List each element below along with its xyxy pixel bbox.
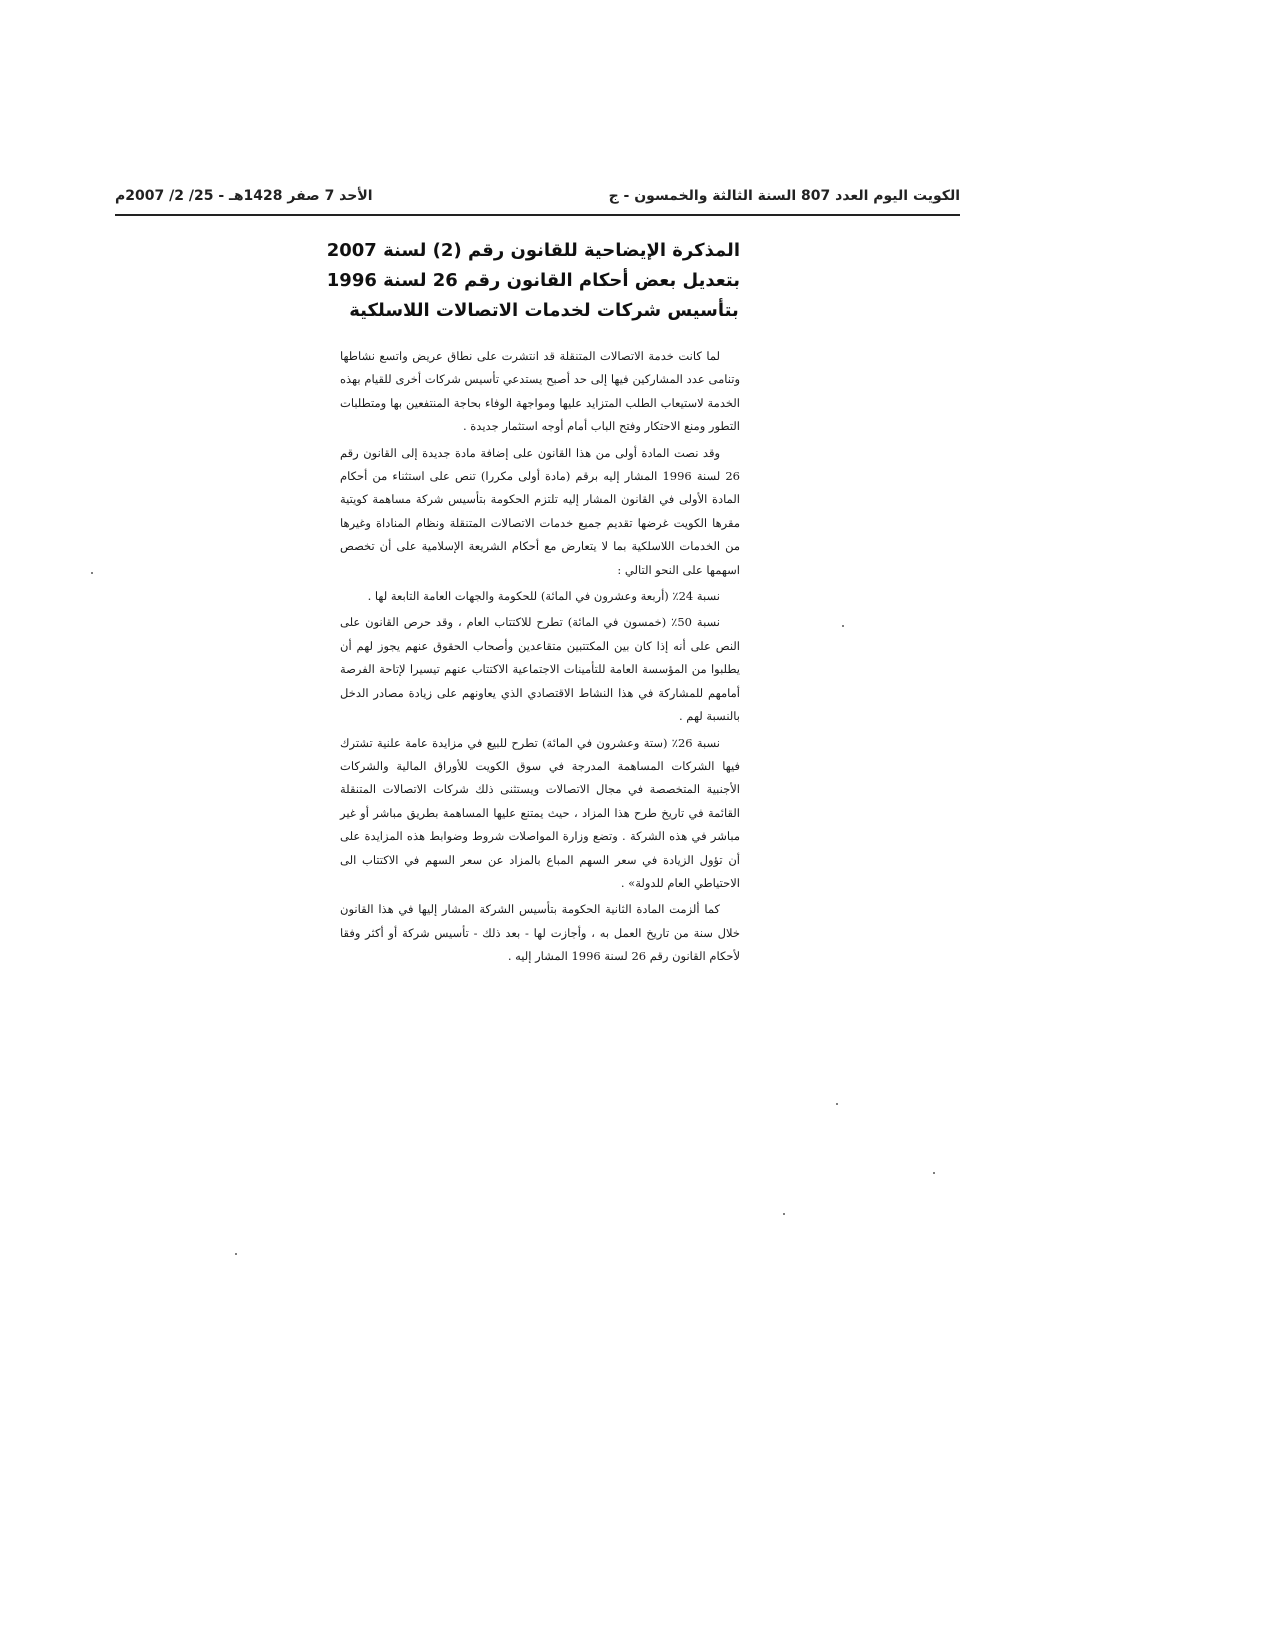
scan-speck — [836, 1103, 838, 1105]
page-header — [115, 188, 960, 214]
scan-speck — [842, 625, 844, 627]
scan-speck — [91, 572, 93, 574]
document-title — [326, 236, 740, 326]
header-divider — [115, 214, 960, 216]
paragraph-share-24: نسبة 24٪ (أربعة وعشرون في المائة) للحكومة والجهات العامة التابعة لها . — [367, 589, 720, 604]
header-date: الأحد 7 صفر 1428هـ - 25/ 2/ 2007م — [115, 188, 373, 204]
paragraph-share-26: نسبة 26٪ (ستة وعشرون في المائة) تطرح للبيع في مزايدة عامة علنية تشترك فيها الشركات المساهمة المدرجة في سوق الكويت للأوراق المالية والشركات الأجنبية المتخصصة في مجال الاتصالات ويستثنى ذلك شركات الاتصالات المتنقلة القائمة في تاريخ طرح هذا المزاد ، حيث يمتنع عليها المساهمة بطريق مباشر أو غير مباشر في هذه الشركة . وتضع وزارة المواصلات شروط وضوابط هذه المزايدة على أن تؤول الزيادة في سعر السهم المباع بالمزاد عن سعر السهم في الاكتتاب الى الاحتياطي العام للدولة» . — [340, 735, 740, 890]
header-publication-info: الكويت اليوم العدد 807 السنة الثالثة والخمسون - ج — [608, 188, 960, 204]
paragraph-share-50: نسبة 50٪ (خمسون في المائة) تطرح للاكتتاب العام ، وقد حرص القانون على النص على أنه إذا كان بين المكتتبين متقاعدين وأصحاب الحقوق عنهم يجوز لهم أن يطلبوا من المؤسسة العامة للتأمينات الاجتماعية الاكتتاب عنهم تيسيرا لإتاحة الفرصة أمامهم للمشاركة في هذا النشاط الاقتصادي الذي يعاونهم على زيادة مصادر الدخل بالنسبة لهم . — [340, 615, 740, 724]
paragraph-intro: لما كانت خدمة الاتصالات المتنقلة قد انتشرت على نطاق عريض واتسع نشاطها وتنامى عدد المشاركين فيها إلى حد أصبح يستدعي تأسيس شركات أخرى للقيام بهذه الخدمة لاستيعاب الطلب المتزايد عليها ومواجهة الوفاء بحاجة المنتفعين بها ومتطلبات التطور ومنع الاحتكار وفتح الباب أمام أوجه استثمار جديدة . — [340, 349, 740, 434]
title-line-1: المذكرة الإيضاحية للقانون رقم (2) لسنة 2007 — [326, 240, 740, 261]
paragraph-article-two: كما ألزمت المادة الثانية الحكومة بتأسيس الشركة المشار إليها في هذا القانون خلال سنة من تاريخ العمل به ، وأجازت لها - بعد ذلك - تأسيس شركة أو أكثر وفقا لأحكام القانون رقم 26 لسنة 1996 المشار إليه . — [340, 902, 740, 964]
scan-speck — [933, 1172, 935, 1174]
document-body — [340, 345, 740, 972]
title-line-3: بتأسيس شركات لخدمات الاتصالات اللاسلكية — [349, 300, 739, 321]
title-line-2: بتعديل بعض أحكام القانون رقم 26 لسنة 1996 — [326, 270, 740, 291]
scan-speck — [783, 1213, 785, 1215]
scan-speck — [235, 1253, 237, 1255]
paragraph-article-one: وقد نصت المادة أولى من هذا القانون على إضافة مادة جديدة إلى القانون رقم 26 لسنة 1996 المشار إليه برقم (مادة أولى مكررا) تنص على استثناء من أحكام المادة الأولى في القانون المشار إليه تلتزم الحكومة بتأسيس شركة مساهمة كويتية مقرها الكويت غرضها تقديم جميع خدمات الاتصالات المتنقلة ونظام المناداة وغيرها من الخدمات اللاسلكية بما لا يتعارض مع أحكام الشريعة الإسلامية على أن تخصص اسهمها على النحو التالي : — [340, 445, 740, 577]
